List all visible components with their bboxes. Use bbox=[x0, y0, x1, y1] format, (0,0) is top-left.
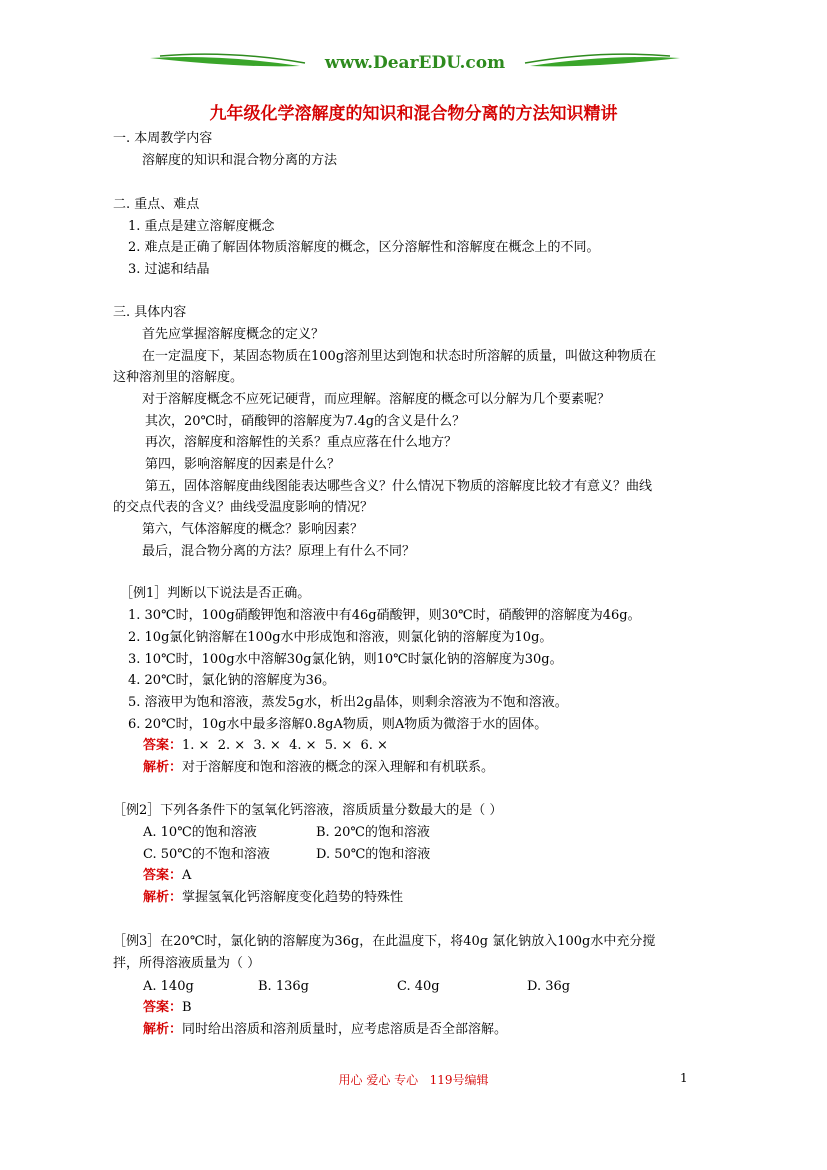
section3-paragraph: 对于溶解度概念不应死记硬背，而应理解。溶解度的概念可以分解为几个要素呢？ bbox=[142, 392, 611, 407]
answer-label: 答案： bbox=[143, 738, 183, 753]
section3-paragraph: 在一定温度下，某固态物质在100g溶剂里达到饱和状态时所溶解的质量，叫做这种物质在 bbox=[142, 349, 657, 364]
site-url: www.DearEDU.com bbox=[324, 53, 506, 73]
answer-text: A bbox=[182, 868, 192, 883]
section1-heading: 一. 本周教学内容 bbox=[113, 131, 213, 146]
example3-option-c: C. 40g bbox=[397, 979, 440, 994]
section3-paragraph: 的交点代表的含义？曲线受温度影响的情况？ bbox=[113, 500, 374, 515]
site-header-logo bbox=[150, 44, 680, 84]
example3-question-line2: 拌，所得溶液质量为（ ） bbox=[113, 956, 261, 971]
analysis-label: 解析： bbox=[143, 890, 183, 905]
page-number: 1 bbox=[680, 1071, 688, 1085]
section3-paragraph: 其次，20℃时，硝酸钾的溶解度为7.4g的含义是什么？ bbox=[145, 414, 466, 429]
example2-answer bbox=[143, 867, 191, 885]
example1-item: 3. 10℃时，100g水中溶解30g氯化钠，则10℃时氯化钠的溶解度为30g。 bbox=[128, 652, 563, 667]
example2-analysis bbox=[143, 889, 403, 907]
section2-item-3: 3. 过滤和结晶 bbox=[128, 262, 210, 277]
analysis-label: 解析： bbox=[143, 760, 183, 775]
answer-label: 答案： bbox=[143, 868, 183, 883]
section1-content: 溶解度的知识和混合物分离的方法 bbox=[142, 153, 338, 168]
answer-text: B bbox=[182, 1000, 192, 1015]
example3-option-b: B. 136g bbox=[258, 979, 309, 994]
section2-heading: 二. 重点、难点 bbox=[113, 197, 200, 212]
analysis-text: 同时给出溶质和溶剂质量时，应考虑溶质是否全部溶解。 bbox=[182, 1022, 508, 1037]
section3-heading: 三. 具体内容 bbox=[113, 305, 187, 320]
section3-paragraph: 第四，影响溶解度的因素是什么？ bbox=[145, 457, 341, 472]
example3-answer bbox=[143, 999, 192, 1017]
example3-option-a: A. 140g bbox=[143, 979, 194, 994]
example2-option-b: B. 20℃的饱和溶液 bbox=[316, 825, 430, 840]
example2-option-c: C. 50℃的不饱和溶液 bbox=[143, 847, 270, 862]
answer-label: 答案： bbox=[143, 1000, 183, 1015]
example1-heading: ［例1］判断以下说法是否正确。 bbox=[120, 586, 311, 601]
analysis-text: 对于溶解度和饱和溶液的概念的深入理解和有机联系。 bbox=[182, 760, 495, 775]
section2-item-1: 1. 重点是建立溶解度概念 bbox=[128, 219, 275, 234]
example1-item: 2. 10g氯化钠溶解在100g水中形成饱和溶液，则氯化钠的溶解度为10g。 bbox=[128, 630, 553, 645]
answer-text: 1. × 2. × 3. × 4. × 5. × 6. × bbox=[182, 738, 388, 753]
example1-item: 1. 30℃时，100g硝酸钾饱和溶液中有46g硝酸钾，则30℃时，硝酸钾的溶解度为46g。 bbox=[128, 608, 641, 623]
section3-paragraph: 这种溶剂里的溶解度。 bbox=[113, 370, 244, 385]
section2-item-2: 2. 难点是正确了解固体物质溶解度的概念，区分溶解性和溶解度在概念上的不同。 bbox=[128, 240, 600, 255]
section3-paragraph: 最后，混合物分离的方法？原理上有什么不同？ bbox=[142, 544, 416, 559]
example2-option-a: A. 10℃的饱和溶液 bbox=[143, 825, 257, 840]
footer-text: 用心 爱心 专心 119号编辑 bbox=[338, 1073, 489, 1087]
section3-paragraph: 首先应掌握溶解度概念的定义？ bbox=[142, 327, 325, 342]
example1-item: 5. 溶液甲为饱和溶液，蒸发5g水，析出2g晶体，则剩余溶液为不饱和溶液。 bbox=[128, 695, 568, 710]
example2-heading: ［例2］下列各条件下的氢氧化钙溶液，溶质质量分数最大的是（ ） bbox=[113, 803, 503, 818]
document-title: 九年级化学溶解度的知识和混合物分离的方法知识精讲 bbox=[209, 104, 618, 124]
section3-paragraph: 第六，气体溶解度的概念？影响因素？ bbox=[142, 522, 364, 537]
analysis-text: 掌握氢氧化钙溶解度变化趋势的特殊性 bbox=[182, 890, 404, 905]
example3-option-d: D. 36g bbox=[527, 979, 571, 994]
example2-option-d: D. 50℃的饱和溶液 bbox=[316, 847, 431, 862]
example3-question-line1: ［例3］在20℃时，氯化钠的溶解度为36g，在此温度下，将40g 氯化钠放入100g水中充分搅 bbox=[113, 934, 656, 949]
example1-answer bbox=[143, 737, 388, 755]
section3-paragraph: 再次，溶解度和溶解性的关系？重点应落在什么地方？ bbox=[145, 435, 458, 450]
example1-analysis bbox=[143, 759, 494, 777]
analysis-label: 解析： bbox=[143, 1022, 183, 1037]
section3-paragraph: 第五，固体溶解度曲线图能表达哪些含义？什么情况下物质的溶解度比较才有意义？曲线 bbox=[145, 479, 653, 494]
example3-analysis bbox=[143, 1021, 507, 1039]
example1-item: 4. 20℃时，氯化钠的溶解度为36。 bbox=[128, 673, 336, 688]
example1-item: 6. 20℃时，10g水中最多溶解0.8gA物质，则A物质为微溶于水的固体。 bbox=[128, 717, 548, 732]
